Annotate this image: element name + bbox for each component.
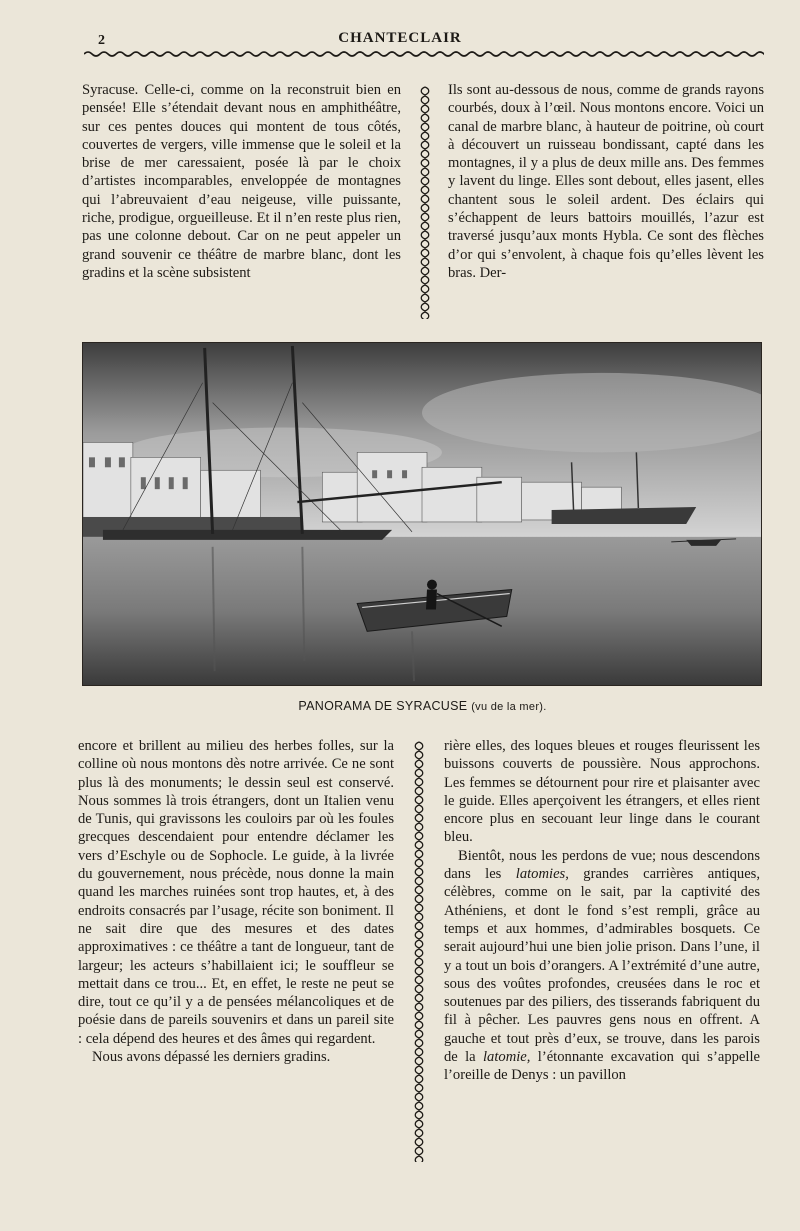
caption-main: PANORAMA DE SYRACUSE — [298, 699, 468, 713]
caption-sub: (vu de la mer). — [471, 701, 547, 713]
photo-caption — [0, 699, 800, 713]
header-wavy-rule — [84, 48, 764, 60]
harbor-photograph — [82, 342, 762, 686]
paragraph: encore et brillent au milieu des herbes folles, sur la colline où nous montons dès notre arrivée. Ce ne sont plus là des monuments; le dessin seul est conservé. Nous sommes là trois étrangers, dont un Italien venu de Tunis, qui gravissons les couloirs par où les foules grecques descendaient pour entendre déclamer les vers d’Eschyle ou de Sophocle. Le guide, à la livrée du gouvernement, nous précède, nous donne la main quand les marches ruinées sont trop hautes, et, à des endroits consacrés par l’usage, récite son boniment. Il ne sait dire que des mesures et des dates approximatives : ce théâtre a tant de longueur, tant de largeur; les acteurs s’habillaient ici; le souffleur se mettait dans ce trou... Et, en effet, le reste ne peut se dire, tout ce qu’il y a de pensées mélancoliques et de poésie dans de pareils souvenirs et dans un pareil site : cela dépend des heures et des âmes qui regardent. — [78, 738, 394, 1047]
text-run: l’étonnante excavation qui s’appelle l’oreille de Denys : un pavillon — [444, 1049, 760, 1084]
bottom-right-column — [444, 737, 760, 1085]
running-title: CHANTECLAIR — [338, 30, 462, 46]
text-run: , grandes carrières antiques, célèbres, comme on le sait, par la captivité des Athéniens, et dont le fond s’est rempli, grâce au temps et aux hommes, d’admirables bosquets. Ce serait aujourd’hui une bien jolie prison. Dans l’une, il y a tout un bois d’orangers. A l’extrémité d’une autre, sous des voûtes profondes, creusées dans le roc et soutenues par des piliers, des tisserands fabriquent du fil à pêcher. Les pauvres gens nous en offrent. A gauche et tout près d’eux, se trouve, dans les parois de la — [444, 866, 761, 1066]
italic-term: latomie, — [483, 1049, 531, 1066]
bottom-left-column — [78, 737, 394, 1066]
paragraph: Syracuse. Celle-ci, comme on la reconstruit bien en pensée! Elle s’étendait devant nous en amphithéâtre, sur ces pentes douces qui montent de tous côtés, couvertes de vergers, ville immense que le soleil et la brise de mer caressaient, posée là par le choix d’artistes incomparables, enveloppée de montagnes qui l’abreuvaient d’eau neigeuse, ville puissante, riche, prodigue, orgueilleuse. Et il n’en reste plus rien, pas une colonne debout. Car on ne peut appeler un grand souvenir ce théâtre de marbre blanc, dont les gradins et la scène subsistent — [82, 82, 401, 281]
italic-term: latomies — [515, 866, 566, 883]
paragraph: Ils sont au-dessous de nous, comme de grands rayons courbés, doux à l’œil. Nous montons encore. Voici un canal de marbre blanc, à hauteur de poitrine, où court à découvert un ruisseau bondissant, capté dans les montagnes, il y a plus de deux mille ans. Des femmes y lavent du linge. Elles sont debout, elles jasent, elles chantent sous le soleil ardent. Des éclairs qui s’échappent de leurs battoirs mouillés, l’azur est traversé jusqu’aux monts Hybla. Ce sont des flèches d’or qui s’envolent, à chaque fois qu’elles lèvent les bras. Der- — [448, 82, 764, 281]
top-right-column — [448, 81, 764, 282]
column-vine-ornament-bottom — [412, 738, 426, 1162]
paragraph: rière elles, des loques bleues et rouges fleurissent les buissons couverts de poussière. Nous approchons. Les femmes se détournent pour rire et plaisanter avec le guide. Elles aperçoivent les étrangers, et elles rient encore plus en secouant leur linge dans le courant bleu. — [444, 738, 760, 846]
top-left-column — [82, 81, 401, 282]
text-run: Bientôt, nous les perdons de vue; nous descendons dans les — [444, 847, 760, 883]
paragraph: Nous avons dépassé les derniers gradins. — [92, 1049, 331, 1066]
column-vine-ornament-top — [418, 83, 432, 319]
paragraph — [444, 847, 760, 1085]
page-number: 2 — [98, 33, 105, 48]
